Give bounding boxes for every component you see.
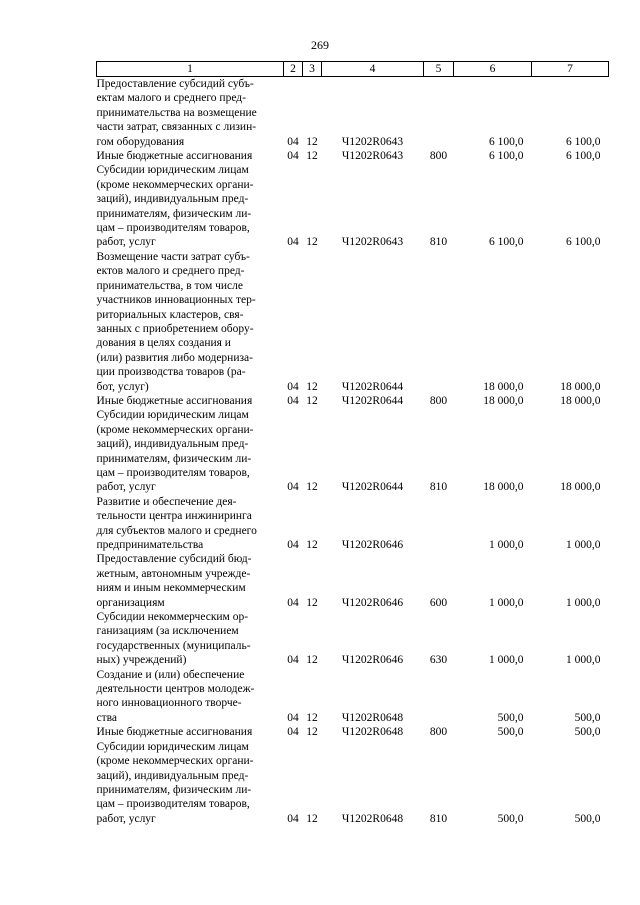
description-line: бот, услуг) [96, 380, 149, 393]
description-line: (кроме некоммерческих органи- [96, 178, 254, 191]
section-code: 04 [287, 394, 299, 407]
subsection-code: 12 [306, 481, 318, 494]
amount-year-2: 1 000,0 [566, 654, 601, 667]
expense-type-code [424, 668, 454, 726]
amount-year-2: 6 100,0 [566, 135, 601, 148]
description-line: дования в целях создания и [96, 337, 231, 350]
column-header: 4 [322, 62, 424, 77]
description-line: ганизациям (за исключением [96, 625, 239, 638]
description-line: (или) развития либо модерниза- [96, 351, 253, 364]
target-article-code: Ч1202R0643 [341, 150, 404, 163]
amount-year-2: 18 000,0 [560, 380, 601, 393]
subsection-code: 12 [306, 150, 318, 163]
subsection-code: 12 [306, 539, 318, 551]
description-line: ции производства товаров (ра- [96, 366, 246, 379]
description-line: участников инновационных тер- [96, 294, 256, 307]
description-line: цам – производителям товаров, [96, 466, 250, 479]
section-code: 04 [287, 596, 299, 609]
target-article-code: Ч1202R0648 [341, 812, 404, 825]
description-line: принимателям, физическим ли- [96, 207, 252, 220]
expense-type-code: 800 [429, 394, 448, 407]
target-article-code: Ч1202R0644 [341, 481, 404, 494]
description-line: цам – производителям товаров, [96, 222, 250, 235]
description-line: принимательства, в том числе [96, 279, 243, 292]
description-line: тельности центра инжиниринга [96, 510, 252, 523]
description-line: работ, услуг [96, 812, 156, 825]
section-code: 04 [287, 150, 299, 163]
amount-year-1: 18 000,0 [483, 394, 524, 407]
expense-type-code [424, 250, 454, 394]
amount-year-2: 1 000,0 [566, 539, 601, 551]
amount-year-1: 500,0 [497, 711, 524, 724]
column-header: 7 [532, 62, 609, 77]
amount-year-1: 500,0 [497, 812, 524, 825]
description-line: (кроме некоммерческих органи- [96, 755, 254, 768]
table-header-row [97, 62, 609, 77]
amount-year-2: 6 100,0 [566, 150, 601, 163]
row-description [97, 250, 284, 394]
column-header: 6 [454, 62, 532, 77]
section-code: 04 [287, 711, 299, 724]
description-line: организациям [96, 596, 165, 609]
description-line: Субсидии некоммерческим ор- [96, 611, 249, 624]
expense-type-code: 600 [429, 596, 448, 609]
subsection-code: 12 [306, 236, 318, 249]
description-line: Субсидии юридическим лицам [96, 740, 249, 753]
description-line: заций), индивидуальным пред- [96, 438, 249, 451]
expense-type-code [424, 77, 454, 150]
description-line: жетным, автономным учрежде- [96, 567, 251, 580]
target-article-code: Ч1202R0648 [341, 726, 404, 739]
section-code: 04 [287, 654, 299, 667]
description-line: принимателям, физическим ли- [96, 783, 252, 796]
section-code: 04 [287, 726, 299, 739]
description-line: работ, услуг [96, 236, 156, 249]
subsection-code: 12 [306, 380, 318, 393]
section-code: 04 [287, 481, 299, 494]
target-article-code: Ч1202R0646 [341, 539, 404, 551]
subsection-code: 12 [306, 394, 318, 407]
description-line: Иные бюджетные ассигнования [96, 150, 253, 163]
section-code: 04 [287, 539, 299, 551]
row-description [97, 394, 284, 408]
table-row [97, 77, 609, 150]
amount-year-1: 1 000,0 [489, 654, 524, 667]
description-line: ных) учреждений) [96, 654, 187, 667]
description-line: деятельности центров молодеж- [96, 683, 255, 696]
description-line: Развитие и обеспечение дея- [96, 495, 237, 508]
subsection-code: 12 [306, 596, 318, 609]
expense-type-code: 810 [429, 812, 448, 825]
table-row [97, 668, 609, 726]
target-article-code: Ч1202R0644 [341, 394, 404, 407]
row-description [97, 77, 284, 150]
table-row [97, 725, 609, 739]
description-line: Иные бюджетные ассигнования [96, 726, 253, 739]
expense-type-code: 630 [429, 654, 448, 667]
amount-year-1: 500,0 [497, 726, 524, 739]
table-row [97, 610, 609, 668]
amount-year-2: 1 000,0 [566, 596, 601, 609]
description-line: Субсидии юридическим лицам [96, 164, 249, 177]
row-description [97, 495, 284, 553]
section-code: 04 [287, 236, 299, 249]
table-row [97, 149, 609, 163]
description-line: цам – производителям товаров, [96, 798, 250, 811]
section-code: 04 [287, 380, 299, 393]
column-header: 3 [303, 62, 322, 77]
target-article-code: Ч1202R0646 [341, 596, 404, 609]
row-description [97, 408, 284, 494]
subsection-code: 12 [306, 654, 318, 667]
expense-type-code: 810 [429, 236, 448, 249]
amount-year-1: 6 100,0 [489, 236, 524, 249]
row-description [97, 725, 284, 739]
subsection-code: 12 [306, 135, 318, 148]
table-row [97, 552, 609, 610]
amount-year-2: 500,0 [574, 726, 601, 739]
amount-year-2: 18 000,0 [560, 394, 601, 407]
target-article-code: Ч1202R0648 [341, 711, 404, 724]
subsection-code: 12 [306, 812, 318, 825]
row-description [97, 668, 284, 726]
description-line: предпринимательства [96, 539, 204, 551]
column-header: 2 [284, 62, 303, 77]
description-line: занных с приобретением обору- [96, 322, 254, 335]
description-line: риториальных кластеров, свя- [96, 308, 244, 321]
description-line: части затрат, связанных с лизин- [96, 121, 257, 134]
amount-year-1: 1 000,0 [489, 596, 524, 609]
table-row [97, 408, 609, 494]
description-line: гом оборудования [96, 135, 185, 148]
description-line: (кроме некоммерческих органи- [96, 423, 254, 436]
section-code: 04 [287, 812, 299, 825]
description-line: ства [96, 711, 118, 724]
description-line: Предоставление субсидий бюд- [96, 553, 252, 566]
target-article-code: Ч1202R0643 [341, 236, 404, 249]
amount-year-1: 18 000,0 [483, 481, 524, 494]
amount-year-1: 18 000,0 [483, 380, 524, 393]
description-line: Возмещение части затрат субъ- [96, 250, 250, 263]
description-line: ектов малого и среднего пред- [96, 265, 245, 278]
amount-year-2: 500,0 [574, 711, 601, 724]
description-line: заций), индивидуальным пред- [96, 193, 249, 206]
page-number: 269 [311, 38, 329, 52]
description-line: государственных (муниципаль- [96, 639, 251, 652]
amount-year-1: 1 000,0 [489, 539, 524, 551]
description-line: работ, услуг [96, 481, 156, 494]
amount-year-1: 6 100,0 [489, 150, 524, 163]
column-header: 5 [424, 62, 454, 77]
column-header: 1 [97, 62, 284, 77]
expense-type-code: 800 [429, 150, 448, 163]
row-description [97, 163, 284, 249]
description-line: заций), индивидуальным пред- [96, 769, 249, 782]
description-line: принимательства на возмещение [96, 106, 257, 119]
table-row [97, 163, 609, 249]
description-line: Субсидии юридическим лицам [96, 409, 249, 422]
description-line: ектам малого и среднего пред- [96, 92, 246, 105]
table-row [97, 394, 609, 408]
expense-type-code [424, 495, 454, 553]
description-line: Создание и (или) обеспечение [96, 668, 245, 681]
amount-year-1: 6 100,0 [489, 135, 524, 148]
row-description [97, 740, 284, 826]
table-row [97, 495, 609, 553]
target-article-code: Ч1202R0643 [341, 135, 404, 148]
description-line: принимателям, физическим ли- [96, 452, 252, 465]
description-line: Иные бюджетные ассигнования [96, 394, 253, 407]
amount-year-2: 500,0 [574, 812, 601, 825]
row-description [97, 149, 284, 163]
row-description [97, 552, 284, 610]
table-row [97, 740, 609, 826]
subsection-code: 12 [306, 711, 318, 724]
description-line: Предоставление субсидий субъ- [96, 78, 254, 90]
description-line: ного инновационного творче- [96, 697, 242, 710]
target-article-code: Ч1202R0646 [341, 654, 404, 667]
row-description [97, 610, 284, 668]
section-code: 04 [287, 135, 299, 148]
amount-year-2: 6 100,0 [566, 236, 601, 249]
expense-type-code: 800 [429, 726, 448, 739]
amount-year-2: 18 000,0 [560, 481, 601, 494]
target-article-code: Ч1202R0644 [341, 380, 404, 393]
subsection-code: 12 [306, 726, 318, 739]
description-line: ниям и иным некоммерческим [96, 582, 246, 595]
expense-type-code: 810 [429, 481, 448, 494]
description-line: для субъектов малого и среднего [96, 524, 257, 537]
table-row [97, 250, 609, 394]
table-body [97, 77, 609, 827]
budget-table [96, 61, 609, 826]
